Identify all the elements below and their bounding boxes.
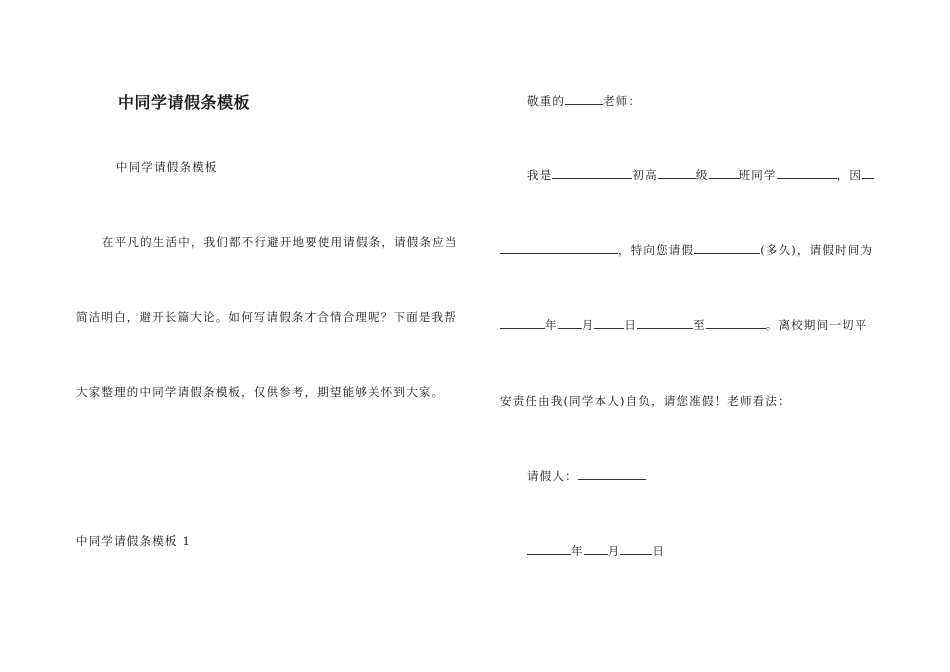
text-to: 至 xyxy=(693,318,706,332)
text-chu-gao: 初高 xyxy=(632,168,658,182)
paragraph-line-3: 大家整理的中同学请假条模板，仅供参考，期望能够关怀到大家。 xyxy=(76,385,445,399)
applicant-blank[interactable] xyxy=(578,468,646,480)
sign-day-label: 日 xyxy=(652,544,666,558)
greeting-line xyxy=(527,93,641,109)
class-blank[interactable] xyxy=(709,167,739,179)
student-number-blank[interactable] xyxy=(777,167,837,179)
applicant-label: 请假人： xyxy=(527,469,578,483)
text-ji: 级 xyxy=(695,168,709,182)
applicant-line xyxy=(527,468,646,484)
text-request-leave: ，特向您请假 xyxy=(618,243,695,257)
sign-day-blank[interactable] xyxy=(620,543,652,555)
text-duration: (多久)，请假时间为 xyxy=(760,243,874,257)
paragraph-line-1: 在平凡的生活中，我们都不行避开地要使用请假条，请假条应当 xyxy=(102,235,458,249)
reason-start-blank[interactable] xyxy=(862,167,874,179)
text-yin: ，因 xyxy=(836,168,863,182)
start-day-blank[interactable] xyxy=(594,317,624,329)
end-date-blank-1[interactable] xyxy=(637,317,693,329)
text-wo-shi: 我是 xyxy=(527,168,553,182)
signature-date-line xyxy=(527,543,665,559)
sign-month-blank[interactable] xyxy=(584,543,608,555)
text-ban-tongxue: 班同学 xyxy=(738,168,777,182)
paragraph-line-2: 简洁明白，避开长篇大论。如何写请假条才合情合理呢？下面是我帮 xyxy=(76,310,457,324)
text-year: 年 xyxy=(545,318,558,332)
text-off-campus: 。离校期间一切平 xyxy=(765,318,868,332)
greeting-suffix: 老师： xyxy=(603,94,642,108)
student-info-line xyxy=(527,167,874,183)
sign-year-blank[interactable] xyxy=(527,543,571,555)
date-range-line xyxy=(500,317,867,333)
teacher-name-blank[interactable] xyxy=(565,93,603,105)
sign-month-label: 月 xyxy=(607,544,621,558)
duration-blank[interactable] xyxy=(694,242,760,254)
greeting-prefix: 敬重的 xyxy=(527,94,566,108)
text-month: 月 xyxy=(581,318,595,332)
student-name-blank[interactable] xyxy=(552,167,632,179)
grade-blank[interactable] xyxy=(658,167,696,179)
section-heading: 中同学请假条模板 1 xyxy=(76,534,191,548)
reason-line xyxy=(500,242,873,258)
reason-blank[interactable] xyxy=(500,242,618,254)
text-day: 日 xyxy=(624,318,638,332)
document-title: 中同学请假条模板 xyxy=(118,93,251,112)
subtitle: 中同学请假条模板 xyxy=(116,160,218,174)
start-month-blank[interactable] xyxy=(558,317,582,329)
end-date-blank-2[interactable] xyxy=(706,317,766,329)
start-year-blank[interactable] xyxy=(500,317,545,329)
responsibility-line: 安责任由我(同学本人)自负，请您准假！老师看法： xyxy=(500,394,791,408)
sign-year-label: 年 xyxy=(571,544,584,558)
